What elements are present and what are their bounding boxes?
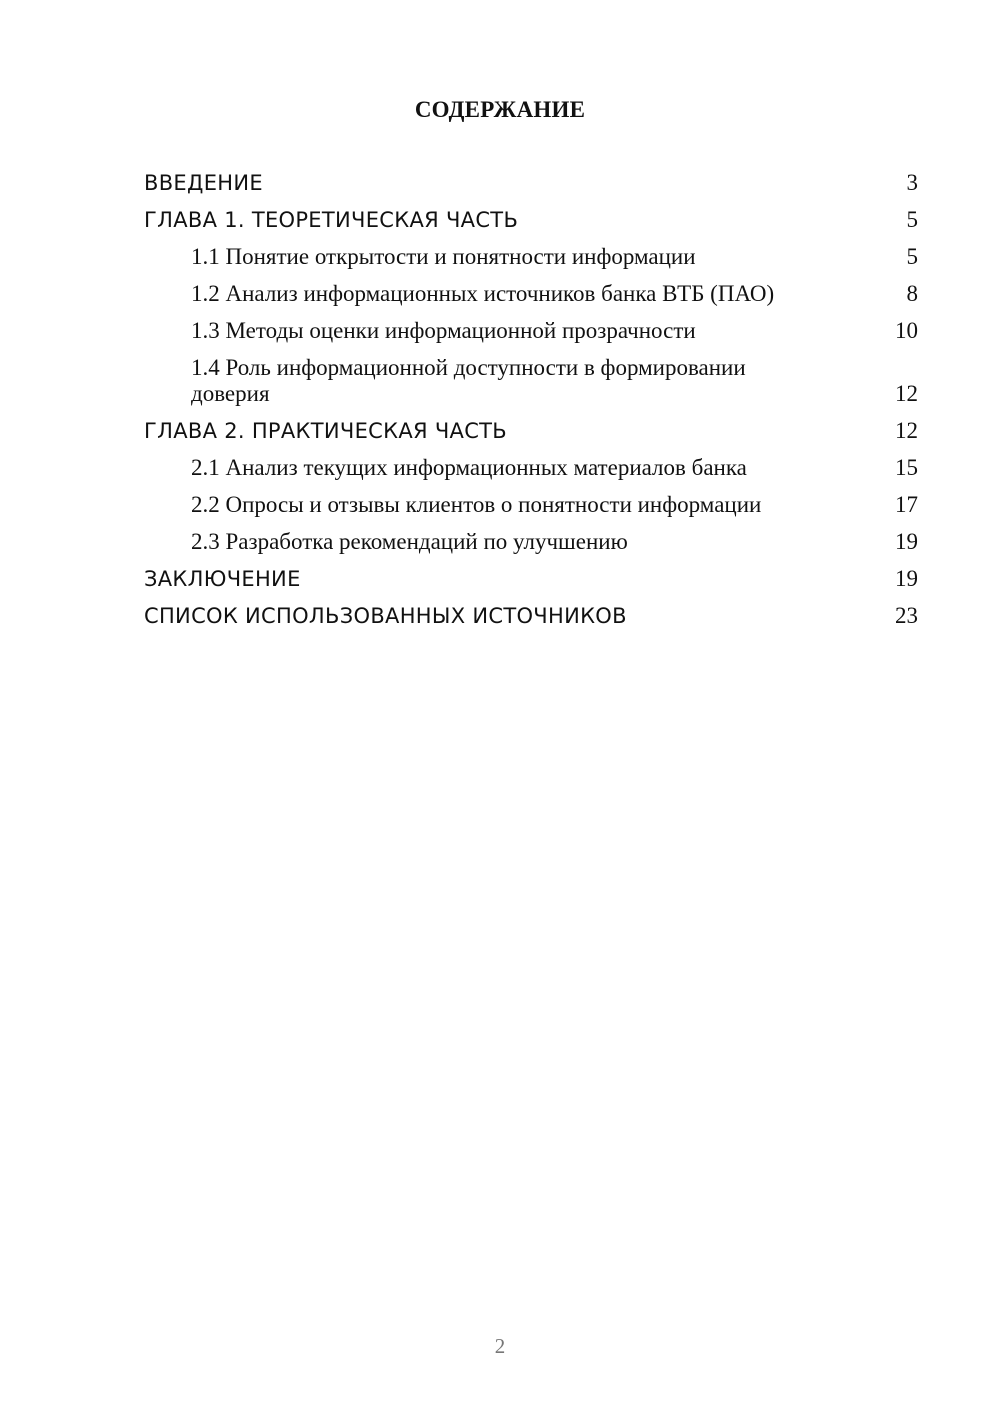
toc-entry[interactable] [144,318,918,344]
toc-entry[interactable] [144,244,918,270]
toc-entry[interactable] [144,492,918,518]
toc-entry-page: 3 [906,170,918,195]
toc-entry-label: СПИСОК ИСПОЛЬЗОВАННЫХ ИСТОЧНИКОВ [144,604,627,628]
table-of-contents [144,170,918,640]
toc-entry-label: ГЛАВА 1. ТЕОРЕТИЧЕСКАЯ ЧАСТЬ [144,208,519,232]
toc-entry-page: 15 [895,455,918,480]
toc-entry-label: ЗАКЛЮЧЕНИЕ [144,567,301,591]
toc-entry[interactable] [144,566,918,592]
toc-entry-label: ГЛАВА 2. ПРАКТИЧЕСКАЯ ЧАСТЬ [144,419,508,443]
toc-entry[interactable] [144,355,918,407]
toc-entry-page: 12 [895,418,918,443]
toc-entry-page: 5 [906,244,918,269]
toc-entry[interactable] [144,529,918,555]
toc-entry-label: 1.2 Анализ информационных источников банка ВТБ (ПАО) [191,281,775,306]
toc-entry-label: 1.3 Методы оценки информационной прозрачности [191,318,696,343]
page-title: СОДЕРЖАНИЕ [414,97,586,122]
toc-entry-label: 1.4 Роль информационной доступности в формировании доверия [191,355,746,406]
toc-entry-label: 2.2 Опросы и отзывы клиентов о понятности информации [191,492,762,517]
toc-entry[interactable] [144,418,918,444]
toc-entry-label: 1.1 Понятие открытости и понятности информации [191,244,696,269]
toc-entry[interactable] [144,455,918,481]
toc-entry[interactable] [144,603,918,629]
toc-entry-page: 5 [906,207,918,232]
toc-entry-page: 10 [895,318,918,343]
toc-entry[interactable] [144,170,918,196]
toc-entry[interactable] [144,207,918,233]
toc-entry-page: 23 [895,603,918,628]
toc-entry[interactable] [144,281,918,307]
page-number: 2 [494,1334,506,1358]
toc-entry-label: ВВЕДЕНИЕ [144,171,263,195]
toc-entry-page: 19 [895,566,918,591]
toc-entry-label: 2.1 Анализ текущих информационных материалов банка [191,455,747,480]
toc-entry-page: 19 [895,529,918,554]
toc-entry-label: 2.3 Разработка рекомендаций по улучшению [191,529,628,554]
toc-entry-page: 12 [895,381,918,406]
toc-entry-page: 8 [906,281,918,306]
toc-entry-page: 17 [895,492,918,517]
